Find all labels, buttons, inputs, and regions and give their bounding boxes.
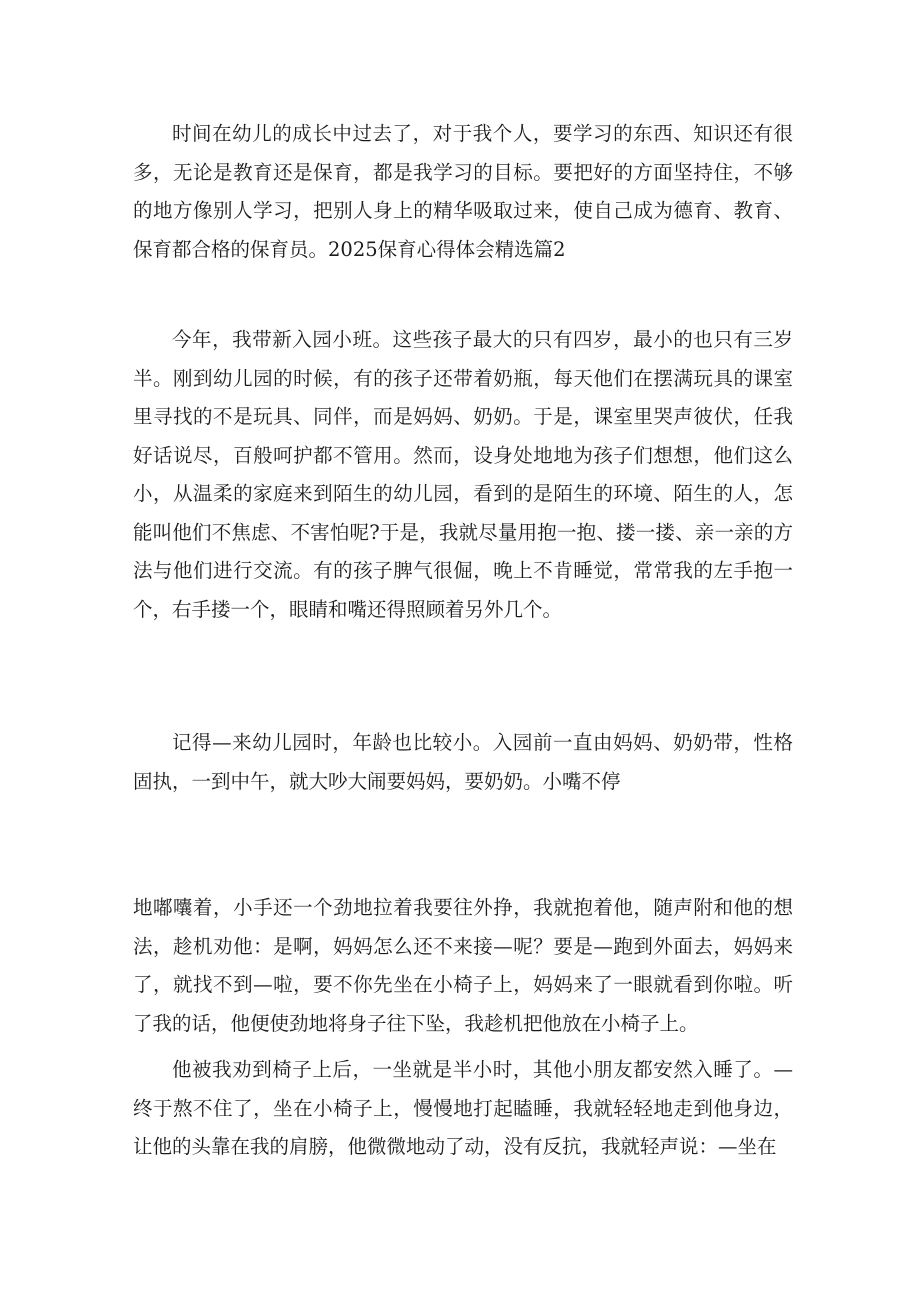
paragraph-1: 时间在幼儿的成长中过去了，对于我个人，要学习的东西、知识还有很多，无论是教育还是保育，都是我学习的目标。要把好的方面坚持住，不够的地方像别人学习，把别人身上的精华吸取过来，使自己成为德育、教育、保育都合格的保育员。2025保育心得体会精选篇2 — [133, 122, 793, 261]
paragraph-5: 他被我劝到椅子上后，一坐就是半小时，其他小朋友都安然入睡了。—终于熬不住了，坐在小椅子上，慢慢地打起瞌睡，我就轻轻地走到他身边，让他的头靠在我的肩膀，他微微地动了动，没有反抗，我就轻声说：—坐在 — [133, 1058, 793, 1158]
paragraph-2: 今年，我带新入园小班。这些孩子最大的只有四岁，最小的也只有三岁半。刚到幼儿园的时候，有的孩子还带着奶瓶，每天他们在摆满玩具的课室里寻找的不是玩具、同伴，而是妈妈、奶奶。于是，课室里哭声彼伏，任我好话说尽，百般呵护都不管用。然而，设身处地地为孩子们想想，他们这么小，从温柔的家庭来到陌生的幼儿园，看到的是陌生的环境、陌生的人，怎能叫他们不焦虑、不害怕呢?于是，我就尽量用抱一抱、搂一搂、亲一亲的方法与他们进行交流。有的孩子脾气很倔，晚上不肯睡觉，常常我的左手抱一个，右手搂一个，眼睛和嘴还得照顾着另外几个。 — [133, 328, 793, 621]
paragraph-3: 记得—来幼儿园时，年龄也比较小。入园前一直由妈妈、奶奶带，性格固执，一到中午，就大吵大闹要妈妈，要奶奶。小嘴不停 — [133, 731, 793, 793]
paragraph-4: 地嘟囔着，小手还一个劲地拉着我要往外挣，我就抱着他，随声附和他的想法，趁机劝他：是啊，妈妈怎么还不来接—呢？要是—跑到外面去，妈妈来了，就找不到—啦，要不你先坐在小椅子上，妈妈来了一眼就看到你啦。听了我的话，他便使劲地将身子往下坠，我趁机把他放在小椅子上。 — [133, 896, 793, 1035]
